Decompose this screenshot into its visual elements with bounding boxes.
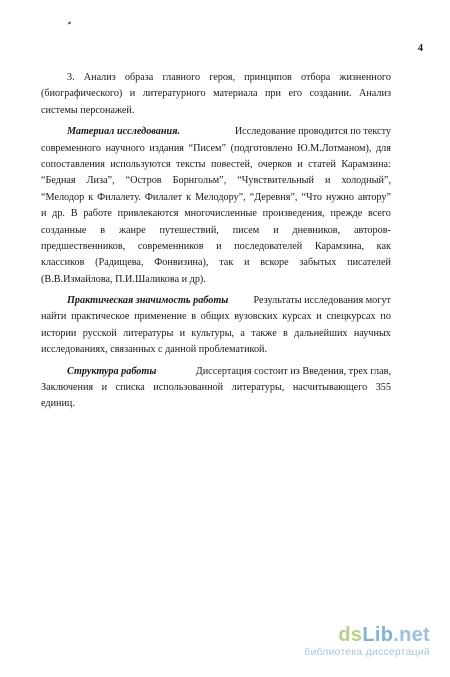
text-line: Заключения и списка использованной литературы, насчитывающего 355	[41, 382, 391, 394]
text-line: сопоставления используются тексты повестей, очерков и статей Карамзина:	[41, 158, 391, 170]
text-line: современного научного издания “Писем” (подготовлено Ю.М.Лотманом), для	[41, 142, 391, 154]
paragraph-material	[41, 124, 391, 288]
document-body	[41, 70, 391, 413]
text-line: 3. Анализ образа главного героя, принципов отбора жизненного	[67, 72, 391, 83]
text-fragment: Диссертация состоит из Введения, трех глав,	[195, 365, 391, 377]
text-line: единиц.	[41, 398, 75, 410]
paragraph-heading: Материал исследования.	[67, 126, 180, 138]
text-line-first	[41, 124, 391, 140]
text-line: и др. В работе привлекаются многочисленные произведения, прежде всего	[41, 208, 391, 220]
text-line: исследованиях, связанных с данной проблематикой.	[41, 344, 268, 356]
watermark-subtitle: библиотека диссертаций	[304, 646, 430, 658]
watermark-logo-lib: Lib	[362, 624, 394, 646]
paragraph-structure	[41, 364, 391, 413]
text-line: созданные в жанре путешествий, писем и дневников, авторов-	[41, 224, 391, 236]
text-line: системы персонажей.	[41, 104, 135, 116]
text-line: предшественников, современников и последователей Карамзина, как	[41, 240, 391, 252]
page-number: 4	[418, 43, 423, 54]
text-line: “Бедная Лиза”, “Остров Борнгольм”, “Чувствительный и холодный”,	[41, 175, 391, 187]
text-line-first	[41, 293, 391, 309]
watermark-logo	[270, 624, 430, 646]
text-line: (В.В.Измайлова, П.И.Шаликова и др).	[41, 273, 206, 285]
scan-speck	[68, 21, 72, 24]
watermark-logo-ds: ds	[338, 624, 363, 646]
watermark-logo-net: .net	[393, 624, 430, 646]
text-line: истории русской литературы и культуры, а также в дальнейших научных	[41, 327, 391, 339]
text-line: классиков (Радищева, Фонвизина), так и вскоре забытых писателей	[41, 257, 391, 269]
paragraph-heading: Практическая значимость работы	[67, 295, 229, 307]
paragraph-analysis	[41, 70, 391, 119]
text-fragment: Исследование проводится по тексту	[234, 126, 391, 138]
paragraph-heading: Структура работы	[67, 365, 157, 377]
text-line: (биографического) и литературного материала при его создании. Анализ	[41, 88, 391, 100]
watermark	[270, 624, 430, 658]
text-line: найти практическое применение в общих вузовских курсах и спецкурсах по	[41, 311, 391, 323]
paragraph-significance	[41, 293, 391, 359]
text-line: “Мелодор к Филалету. Филалет к Мелодору”, “Деревня”, “Что нужно автору”	[41, 191, 391, 203]
text-fragment: Результаты исследования могут	[253, 295, 391, 307]
text-line-first	[41, 364, 391, 380]
